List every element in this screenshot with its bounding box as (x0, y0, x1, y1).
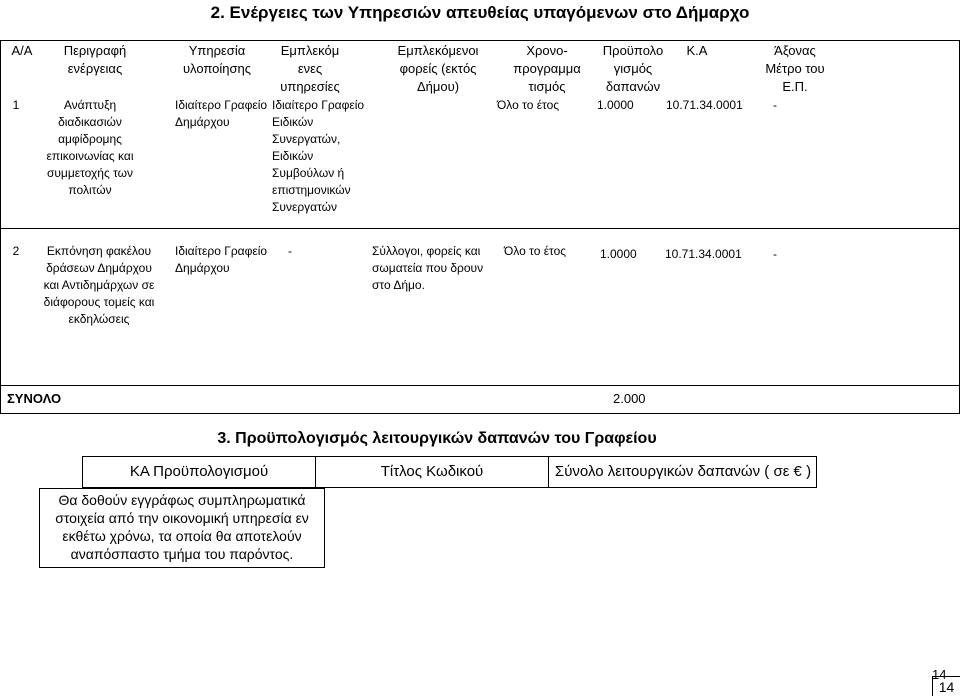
row-2-description: Εκπόνηση φακέλου δράσεων Δημάρχου και Αντιδημάρχων σε διάφορους τομείς και εκδηλώσεις (43, 244, 155, 326)
row-2-aa: 2 (12, 244, 20, 258)
actions-table (0, 40, 960, 414)
section-3-title: 3. Προϋπολογισμός λειτουργικών δαπανών του Γραφείου (217, 430, 657, 447)
row-2-schedule: Όλο το έτος (504, 244, 567, 258)
header-involved-bodies: Εμπλεκόμενοι φορείς (εκτός Δήμου) (397, 43, 479, 94)
header-total-expenses: Σύνολο λειτουργικών δαπανών ( σε € ) (554, 463, 812, 480)
header-ka-budget: ΚΑ Προϋπολογισμού (129, 463, 269, 480)
header-code-title: Τίτλος Κωδικού (380, 463, 484, 480)
row-2-involved-bodies: Σύλλογοι, φορείς και σωματεία που δρουν στο Δήμο. (372, 244, 484, 292)
header-description: Περιγραφή ενέργειας (63, 43, 127, 76)
row-1-schedule: Όλο το έτος (497, 98, 560, 112)
header-schedule: Χρονο- προγραμμα τισμός (513, 43, 581, 94)
row-separator (1, 228, 959, 229)
header-aa: Α/Α (11, 43, 33, 58)
row-2-involved-services: - (288, 244, 292, 258)
budget-note: Θα δοθούν εγγράφως συμπληρωματικά στοιχεία από την οικονομική υπηρεσία εν εκθέτω χρόνω, τα οποία θα αποτελούν αναπόσπαστο τμήμα του παρόντος. (39, 488, 325, 568)
row-1-description: Ανάπτυξη διαδικασιών αμφίδρομης επικοινωνίας και συμμετοχής των πολιτών (46, 98, 134, 197)
page-number: 14 (932, 667, 947, 682)
header-ka: Κ.Α (686, 43, 708, 58)
row-2-service: Ιδιαίτερο Γραφείο Δημάρχου (175, 244, 268, 275)
total-value: 2.000 (613, 391, 646, 406)
total-label: ΣΥΝΟΛΟ (7, 391, 62, 406)
row-1-involved-services: Ιδιαίτερο Γραφείο Ειδικών Συνεργατών, Ειδικών Συμβούλων ή επιστημονικών Συνεργατών (272, 98, 365, 214)
total-separator (1, 385, 959, 386)
header-axis: Άξονας Μέτρο του Ε.Π. (765, 43, 825, 94)
budget-header (82, 456, 817, 488)
row-2-axis: - (773, 247, 777, 261)
row-1-ka: 10.71.34.0001 (666, 98, 743, 112)
row-1-aa: 1 (12, 98, 20, 112)
row-2-budget: 1.0000 (600, 247, 637, 261)
page-number-box: 14 (932, 676, 960, 696)
row-1-budget: 1.0000 (597, 98, 634, 112)
header-budget: Προϋπολο γισμός δαπανών (602, 43, 664, 94)
row-2-ka: 10.71.34.0001 (665, 247, 742, 261)
row-1-service: Ιδιαίτερο Γραφείο Δημάρχου (175, 98, 268, 129)
section-2-title: 2. Ενέργειες των Υπηρεσιών απευθείας υπαγόμενων στο Δήμαρχο (210, 3, 750, 22)
row-1-axis: - (773, 98, 777, 112)
header-involved-services: Εμπλεκόμ ενες υπηρεσίες (280, 43, 340, 94)
header-service: Υπηρεσία υλοποίησης (182, 43, 252, 76)
